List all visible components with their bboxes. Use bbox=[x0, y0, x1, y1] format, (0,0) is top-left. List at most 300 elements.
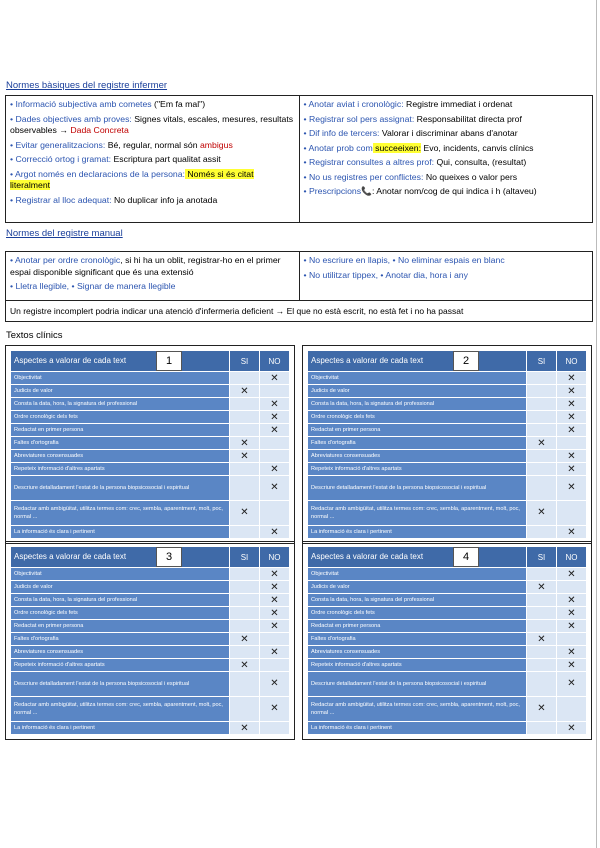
clinical-panel-3 bbox=[5, 541, 295, 740]
cross-mark: ✕ bbox=[270, 581, 279, 593]
no-cell bbox=[557, 659, 587, 672]
bullet: • bbox=[10, 281, 16, 291]
cross-mark: ✕ bbox=[567, 620, 576, 632]
aspect-label: Repeteix informació d'altres apartats bbox=[308, 659, 527, 672]
table-row bbox=[308, 424, 587, 437]
manual-title: Normes del registre manual bbox=[6, 228, 123, 239]
no-cell bbox=[260, 697, 290, 722]
cross-mark: ✕ bbox=[270, 678, 279, 689]
no-cell bbox=[260, 385, 290, 398]
no-cell bbox=[260, 398, 290, 411]
header-si: SI bbox=[230, 547, 260, 568]
rule-text: Valorar i discriminar abans d'anotar bbox=[379, 128, 518, 138]
no-cell bbox=[557, 476, 587, 501]
no-cell bbox=[557, 620, 587, 633]
table-row bbox=[308, 398, 587, 411]
si-cell bbox=[230, 697, 260, 722]
bullet: • bbox=[10, 113, 16, 124]
rule-item bbox=[10, 114, 295, 137]
no-cell bbox=[557, 633, 587, 646]
table-header-row bbox=[11, 351, 290, 372]
table-row bbox=[11, 620, 290, 633]
aspect-label: Faltes d'ortografia bbox=[11, 633, 230, 646]
rule-text: : Anotar nom/cog de qui indica i h (altaveu) bbox=[371, 186, 537, 196]
header-no: NO bbox=[260, 547, 290, 568]
no-cell bbox=[260, 646, 290, 659]
table-row bbox=[11, 607, 290, 620]
page-edge-line bbox=[596, 0, 597, 848]
evaluation-table bbox=[10, 546, 290, 735]
header-aspect bbox=[308, 547, 527, 568]
rule-label: No escriure en llapis, • No eliminar espais en blanc bbox=[308, 255, 505, 265]
no-cell bbox=[557, 411, 587, 424]
rule-label: Evitar generalitzacions: bbox=[15, 139, 106, 150]
rule-item bbox=[304, 128, 589, 140]
header-aspect-label: Aspectes a valorar de cada text bbox=[311, 552, 424, 562]
no-cell bbox=[260, 437, 290, 450]
evaluation-table bbox=[10, 350, 290, 539]
no-cell bbox=[557, 697, 587, 722]
table-row bbox=[308, 620, 587, 633]
aspect-label: Redactat en primer persona bbox=[11, 620, 230, 633]
rule-item bbox=[304, 114, 589, 126]
aspect-label: Repeteix informació d'altres apartats bbox=[308, 463, 527, 476]
cross-mark: ✕ bbox=[270, 568, 279, 580]
no-cell bbox=[260, 568, 290, 581]
si-cell bbox=[527, 697, 557, 722]
table-row bbox=[11, 581, 290, 594]
table-row bbox=[11, 411, 290, 424]
rule-item bbox=[304, 255, 589, 267]
rule-text: No queixes o valor pers bbox=[423, 171, 518, 182]
rule-item bbox=[304, 186, 589, 198]
no-cell bbox=[260, 450, 290, 463]
si-cell bbox=[527, 526, 557, 539]
manual-box bbox=[5, 251, 593, 301]
rule-text: Responsabilitat directa prof bbox=[414, 113, 522, 124]
cross-mark: ✕ bbox=[270, 594, 279, 606]
clinical-panel-1 bbox=[5, 345, 295, 544]
table-row bbox=[308, 697, 587, 722]
text-number: 3 bbox=[156, 547, 182, 567]
si-cell bbox=[527, 659, 557, 672]
si-cell bbox=[230, 463, 260, 476]
rule-text: ("Em fa mal") bbox=[151, 99, 206, 109]
si-cell bbox=[230, 437, 260, 450]
si-cell bbox=[230, 450, 260, 463]
bullet: • bbox=[10, 154, 16, 164]
table-row bbox=[11, 633, 290, 646]
table-header-row bbox=[11, 547, 290, 568]
table-row bbox=[11, 437, 290, 450]
table-row bbox=[11, 424, 290, 437]
rule-label: Argot només en declaracions de la persona: bbox=[14, 168, 185, 179]
si-cell bbox=[230, 659, 260, 672]
aspect-label: Judicis de valor bbox=[11, 581, 230, 594]
rule-text: Signes vitals, escales, mesures, resultats observables → bbox=[10, 113, 294, 135]
basics-box bbox=[5, 95, 593, 223]
aspect-label: Consta la data, hora, la signatura del professional bbox=[11, 594, 230, 607]
header-no: NO bbox=[260, 351, 290, 372]
table-row bbox=[11, 450, 290, 463]
rule-label: Dif info de tercers: bbox=[308, 128, 380, 138]
table-row bbox=[11, 526, 290, 539]
rule-label: Informació subjectiva amb cometes bbox=[15, 99, 152, 109]
cross-mark: ✕ bbox=[537, 633, 546, 645]
clinical-panel-4 bbox=[302, 541, 592, 740]
header-aspect-label: Aspectes a valorar de cada text bbox=[14, 552, 127, 562]
table-row bbox=[308, 646, 587, 659]
rule-text: Escriptura part qualitat assit bbox=[111, 154, 221, 164]
rule-label: Dades objectives amb proves: bbox=[15, 113, 132, 124]
bullet: • bbox=[10, 255, 15, 265]
cross-mark: ✕ bbox=[567, 607, 576, 619]
aspect-label: Redactar amb ambigüitat, utilitza termes com: crec, sembla, aparentment, molt, poc, normal ... bbox=[11, 697, 230, 722]
si-cell bbox=[527, 398, 557, 411]
rule-text: Bé, regular, normal són bbox=[105, 139, 200, 150]
si-cell bbox=[230, 476, 260, 501]
aspect-label: La informació és clara i pertinent bbox=[11, 526, 230, 539]
table-row bbox=[308, 722, 587, 735]
bullet: • bbox=[303, 255, 309, 265]
header-aspect-label: Aspectes a valorar de cada text bbox=[14, 356, 127, 366]
header-si: SI bbox=[527, 547, 557, 568]
aspect-label: Redactat en primer persona bbox=[308, 424, 527, 437]
cross-mark: ✕ bbox=[270, 620, 279, 632]
evaluation-table bbox=[307, 546, 587, 735]
table-row bbox=[308, 568, 587, 581]
table-row bbox=[11, 594, 290, 607]
rule-label: Registrar consultes a altres prof: bbox=[308, 157, 435, 167]
aspect-label: Descriure detalladament l'estat de la persona biopsicosocial i espiritual bbox=[308, 672, 527, 697]
cross-mark: ✕ bbox=[270, 398, 279, 410]
no-cell bbox=[260, 659, 290, 672]
aspect-label: Ordre cronològic dels fets bbox=[308, 607, 527, 620]
rule-item bbox=[10, 169, 295, 192]
no-cell bbox=[557, 372, 587, 385]
aspect-label: Judicis de valor bbox=[11, 385, 230, 398]
table-row bbox=[308, 385, 587, 398]
si-cell bbox=[527, 385, 557, 398]
manual-left-column bbox=[6, 252, 299, 300]
rule-label: Registrar sol pers assignat: bbox=[308, 113, 415, 124]
table-header-row bbox=[308, 351, 587, 372]
table-row bbox=[308, 450, 587, 463]
table-row bbox=[11, 722, 290, 735]
rule-item bbox=[304, 99, 589, 111]
aspect-label: Descriure detalladament l'estat de la persona biopsicosocial i espiritual bbox=[11, 476, 230, 501]
cross-mark: ✕ bbox=[567, 372, 576, 384]
si-cell bbox=[527, 594, 557, 607]
cross-mark: ✕ bbox=[567, 659, 576, 671]
aspect-label: Consta la data, hora, la signatura del professional bbox=[308, 594, 527, 607]
table-row bbox=[308, 633, 587, 646]
rule-text: No duplicar info ja anotada bbox=[111, 194, 218, 205]
rule-item bbox=[10, 255, 295, 278]
table-row bbox=[308, 372, 587, 385]
aspect-label: Redactat en primer persona bbox=[308, 620, 527, 633]
aspect-label: Descriure detalladament l'estat de la persona biopsicosocial i espiritual bbox=[308, 476, 527, 501]
bullet: • bbox=[10, 99, 16, 109]
header-aspect-label: Aspectes a valorar de cada text bbox=[311, 356, 424, 366]
cross-mark: ✕ bbox=[567, 385, 576, 397]
cross-mark: ✕ bbox=[567, 722, 576, 734]
bullet: • bbox=[10, 168, 15, 179]
aspect-label: Redactat en primer persona bbox=[11, 424, 230, 437]
si-cell bbox=[527, 607, 557, 620]
rule-label: Anotar prob com bbox=[308, 142, 373, 153]
table-row bbox=[11, 501, 290, 526]
si-cell bbox=[527, 633, 557, 646]
header-aspect bbox=[11, 547, 230, 568]
table-row bbox=[11, 385, 290, 398]
si-cell bbox=[230, 398, 260, 411]
cross-mark: ✕ bbox=[567, 646, 576, 658]
rule-text: Qui, consulta, (resultat) bbox=[434, 157, 527, 167]
table-row bbox=[308, 594, 587, 607]
table-row bbox=[11, 476, 290, 501]
si-cell bbox=[527, 476, 557, 501]
table-row bbox=[11, 463, 290, 476]
si-cell bbox=[230, 722, 260, 735]
si-cell bbox=[527, 620, 557, 633]
rule-item bbox=[10, 281, 295, 293]
rule-label: Prescripcions bbox=[308, 186, 362, 196]
cross-mark: ✕ bbox=[240, 385, 249, 397]
rule-text: Registre immediat i ordenat bbox=[403, 99, 513, 109]
no-cell bbox=[557, 646, 587, 659]
cross-mark: ✕ bbox=[270, 424, 279, 436]
evaluation-table bbox=[307, 350, 587, 539]
rule-item bbox=[304, 270, 589, 282]
cross-mark: ✕ bbox=[567, 594, 576, 606]
cross-mark: ✕ bbox=[240, 633, 249, 645]
aspect-label: Redactar amb ambigüitat, utilitza termes com: crec, sembla, aparentment, molt, poc, normal ... bbox=[308, 697, 527, 722]
aspect-label: Consta la data, hora, la signatura del professional bbox=[11, 398, 230, 411]
cross-mark: ✕ bbox=[240, 450, 249, 462]
rule-item bbox=[10, 195, 295, 207]
table-row bbox=[11, 568, 290, 581]
aspect-label: Descriure detalladament l'estat de la persona biopsicosocial i espiritual bbox=[11, 672, 230, 697]
bullet: • bbox=[303, 113, 309, 124]
cross-mark: ✕ bbox=[567, 450, 576, 462]
rule-label: Registrar al lloc adequat: bbox=[15, 194, 112, 205]
si-cell bbox=[527, 372, 557, 385]
cross-mark: ✕ bbox=[240, 507, 249, 518]
no-cell bbox=[260, 463, 290, 476]
header-aspect bbox=[11, 351, 230, 372]
table-row bbox=[308, 526, 587, 539]
no-cell bbox=[557, 581, 587, 594]
aspect-label: Consta la data, hora, la signatura del professional bbox=[308, 398, 527, 411]
basics-right-column bbox=[299, 96, 593, 222]
no-cell bbox=[557, 526, 587, 539]
si-cell bbox=[230, 607, 260, 620]
header-si: SI bbox=[527, 351, 557, 372]
cross-mark: ✕ bbox=[240, 722, 249, 734]
rule-text: Evo, incidents, canvis clínics bbox=[421, 142, 534, 153]
table-row bbox=[308, 476, 587, 501]
no-cell bbox=[557, 437, 587, 450]
no-cell bbox=[260, 526, 290, 539]
bullet: • bbox=[303, 99, 309, 109]
no-cell bbox=[260, 372, 290, 385]
rule-item bbox=[304, 157, 589, 169]
no-cell bbox=[557, 450, 587, 463]
si-cell bbox=[230, 594, 260, 607]
cross-mark: ✕ bbox=[567, 463, 576, 475]
bullet: • bbox=[303, 157, 309, 167]
phone-icon: 📞 bbox=[361, 186, 372, 196]
rule-label: Lletra llegible, • Signar de manera llegible bbox=[15, 281, 176, 291]
cross-mark: ✕ bbox=[270, 646, 279, 658]
no-cell bbox=[557, 424, 587, 437]
cross-mark: ✕ bbox=[537, 507, 546, 518]
si-cell bbox=[230, 411, 260, 424]
si-cell bbox=[527, 450, 557, 463]
basics-title: Normes bàsiques del registre infermer bbox=[6, 80, 168, 91]
no-cell bbox=[557, 463, 587, 476]
aspect-label: La informació és clara i pertinent bbox=[308, 722, 527, 735]
aspect-label: Ordre cronològic dels fets bbox=[308, 411, 527, 424]
bullet: • bbox=[10, 139, 16, 150]
rule-label: Anotar aviat i cronològic: bbox=[308, 99, 404, 109]
si-cell bbox=[527, 646, 557, 659]
bullet: • bbox=[303, 269, 309, 280]
si-cell bbox=[230, 424, 260, 437]
no-cell bbox=[557, 568, 587, 581]
rule-text: , si hi ha un oblit, registrar-ho en el primer espai disponible significant que és una extensió bbox=[10, 255, 281, 277]
cross-mark: ✕ bbox=[567, 398, 576, 410]
cross-mark: ✕ bbox=[240, 437, 249, 449]
si-cell bbox=[527, 463, 557, 476]
table-row bbox=[11, 697, 290, 722]
text-number: 1 bbox=[156, 351, 182, 371]
no-cell bbox=[260, 607, 290, 620]
no-cell bbox=[557, 501, 587, 526]
clinical-title: Textos clínics bbox=[6, 330, 63, 341]
cross-mark: ✕ bbox=[270, 607, 279, 619]
manual-right-column bbox=[299, 252, 593, 300]
basics-left-column bbox=[6, 96, 299, 222]
rule-highlight: Només si és citat literalment bbox=[10, 168, 254, 190]
no-cell bbox=[260, 424, 290, 437]
cross-mark: ✕ bbox=[567, 526, 576, 538]
aspect-label: Judicis de valor bbox=[308, 581, 527, 594]
no-cell bbox=[557, 594, 587, 607]
table-row bbox=[11, 398, 290, 411]
aspect-label: Abreviatures consensuades bbox=[11, 646, 230, 659]
rule-item bbox=[10, 154, 295, 166]
table-row bbox=[11, 646, 290, 659]
cross-mark: ✕ bbox=[270, 482, 279, 493]
bullet: • bbox=[10, 194, 16, 205]
table-header-row bbox=[308, 547, 587, 568]
si-cell bbox=[230, 501, 260, 526]
rule-item bbox=[304, 143, 589, 155]
aspect-label: Ordre cronològic dels fets bbox=[11, 411, 230, 424]
header-no: NO bbox=[557, 351, 587, 372]
cross-mark: ✕ bbox=[240, 659, 249, 671]
cross-mark: ✕ bbox=[567, 482, 576, 493]
bullet: • bbox=[303, 186, 309, 196]
cross-mark: ✕ bbox=[270, 526, 279, 538]
rule-label: Correcció ortog i gramat: bbox=[15, 154, 112, 164]
no-cell bbox=[557, 607, 587, 620]
cross-mark: ✕ bbox=[537, 581, 546, 593]
cross-mark: ✕ bbox=[270, 372, 279, 384]
si-cell bbox=[230, 646, 260, 659]
aspect-label: Objectivitat bbox=[308, 568, 527, 581]
aspect-label: Faltes d'ortografia bbox=[308, 633, 527, 646]
si-cell bbox=[230, 581, 260, 594]
aspect-label: La informació és clara i pertinent bbox=[11, 722, 230, 735]
aspect-label: Repeteix informació d'altres apartats bbox=[11, 659, 230, 672]
no-cell bbox=[557, 722, 587, 735]
cross-mark: ✕ bbox=[567, 411, 576, 423]
table-row bbox=[308, 437, 587, 450]
si-cell bbox=[527, 672, 557, 697]
header-si: SI bbox=[230, 351, 260, 372]
aspect-label: Objectivitat bbox=[308, 372, 527, 385]
no-cell bbox=[260, 620, 290, 633]
cross-mark: ✕ bbox=[537, 437, 546, 449]
table-row bbox=[308, 672, 587, 697]
cross-mark: ✕ bbox=[537, 703, 546, 714]
aspect-label: Repeteix informació d'altres apartats bbox=[11, 463, 230, 476]
no-cell bbox=[260, 722, 290, 735]
cross-mark: ✕ bbox=[270, 411, 279, 423]
table-row bbox=[11, 672, 290, 697]
no-cell bbox=[260, 594, 290, 607]
cross-mark: ✕ bbox=[270, 463, 279, 475]
table-row bbox=[308, 659, 587, 672]
aspect-label: Judicis de valor bbox=[308, 385, 527, 398]
aspect-label: Faltes d'ortografia bbox=[308, 437, 527, 450]
rule-label: Anotar per ordre cronològic bbox=[14, 255, 121, 265]
table-row bbox=[308, 463, 587, 476]
no-cell bbox=[260, 633, 290, 646]
table-row bbox=[11, 659, 290, 672]
bullet: • bbox=[303, 128, 309, 138]
aspect-label: Abreviatures consensuades bbox=[11, 450, 230, 463]
no-cell bbox=[260, 411, 290, 424]
header-no: NO bbox=[557, 547, 587, 568]
cross-mark: ✕ bbox=[567, 678, 576, 689]
aspect-label: Abreviatures consensuades bbox=[308, 450, 527, 463]
rule-emphasis: ambigus bbox=[199, 139, 233, 150]
aspect-label: Objectivitat bbox=[11, 372, 230, 385]
table-row bbox=[308, 501, 587, 526]
si-cell bbox=[527, 411, 557, 424]
aspect-label: Abreviatures consensuades bbox=[308, 646, 527, 659]
aspect-label: Faltes d'ortografia bbox=[11, 437, 230, 450]
no-cell bbox=[557, 398, 587, 411]
aspect-label: Redactar amb ambigüitat, utilitza termes com: crec, sembla, aparentment, molt, poc, normal ... bbox=[308, 501, 527, 526]
no-cell bbox=[557, 672, 587, 697]
si-cell bbox=[527, 568, 557, 581]
si-cell bbox=[230, 526, 260, 539]
si-cell bbox=[230, 633, 260, 646]
table-row bbox=[308, 607, 587, 620]
si-cell bbox=[527, 581, 557, 594]
table-row bbox=[308, 581, 587, 594]
no-cell bbox=[260, 672, 290, 697]
clinical-panel-2 bbox=[302, 345, 592, 544]
rule-label: No us registres per conflictes: bbox=[308, 171, 424, 182]
rule-item bbox=[10, 140, 295, 152]
si-cell bbox=[527, 501, 557, 526]
